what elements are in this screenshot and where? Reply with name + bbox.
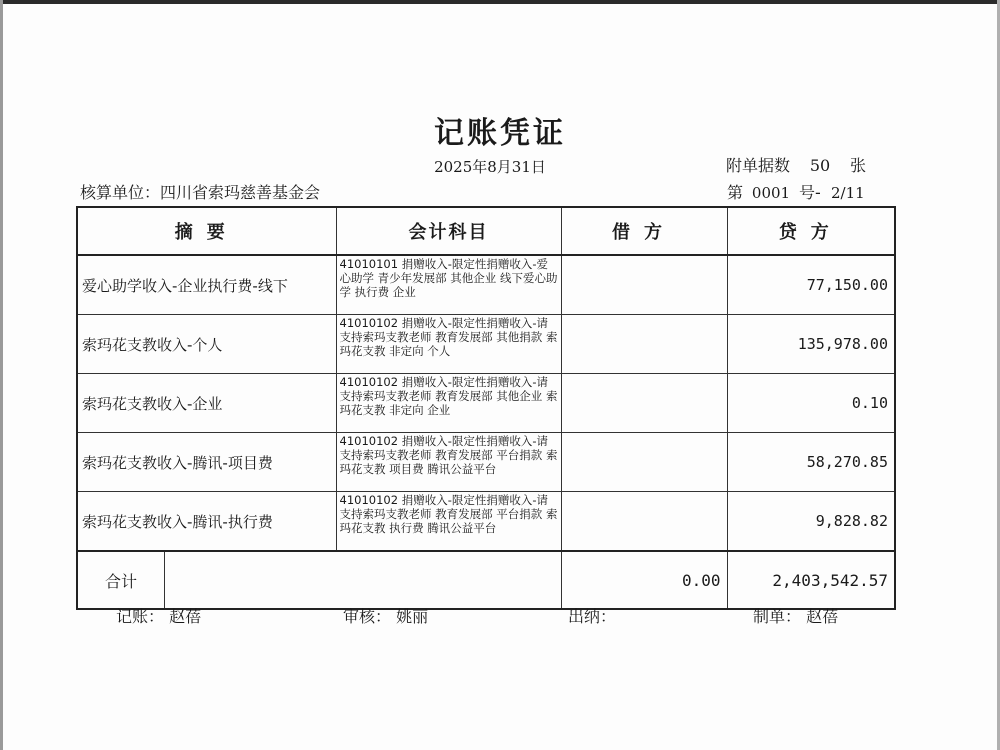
signature-maker: 制单： 赵蓓 — [753, 607, 839, 626]
table-header-row — [77, 207, 895, 255]
voucher-title: 记账凭证 — [434, 116, 566, 151]
row-summary: 索玛花支教收入-腾讯-执行费 — [77, 492, 336, 552]
voucher-date: 2025年8月31日 — [434, 158, 546, 176]
row-debit — [561, 492, 727, 552]
voucher-number-prefix: 第 — [727, 183, 744, 202]
accounting-unit — [80, 180, 320, 203]
row-credit: 135,978.00 — [727, 315, 895, 374]
row-summary: 索玛花支教收入-腾讯-项目费 — [77, 433, 336, 492]
total-label: 合计 — [78, 552, 165, 608]
row-debit — [561, 433, 727, 492]
signature-auditor: 审核： 姚丽 — [343, 607, 429, 626]
voucher-number — [727, 180, 865, 203]
header-debit: 借方 — [561, 207, 727, 255]
accounting-unit-label: 核算单位： — [80, 183, 161, 202]
total-row — [77, 551, 895, 609]
total-label-cell — [77, 551, 561, 609]
row-debit — [561, 374, 727, 433]
header-account: 会计科目 — [336, 207, 561, 255]
row-credit: 9,828.82 — [727, 492, 895, 552]
table-row — [77, 374, 895, 433]
row-account: 41010102 捐赠收入-限定性捐赠收入-请支持索玛支教老师 教育发展部 其他捐款 索玛花支教 非定向 个人 — [336, 315, 561, 374]
signature-bookkeeper: 记账： 赵蓓 — [116, 607, 202, 626]
total-blank — [165, 552, 561, 608]
scan-border-top — [0, 0, 1000, 4]
voucher-page: 2/11 — [830, 184, 865, 202]
row-credit: 77,150.00 — [727, 255, 895, 315]
attachment-unit: 张 — [850, 156, 867, 175]
row-summary: 索玛花支教收入-企业 — [77, 374, 336, 433]
voucher-number-suffix: 号- — [799, 183, 821, 202]
table-row — [77, 315, 895, 374]
voucher-table — [76, 206, 896, 610]
row-account: 41010102 捐赠收入-限定性捐赠收入-请支持索玛支教老师 教育发展部 其他企业 索玛花支教 非定向 企业 — [336, 374, 561, 433]
table-row — [77, 433, 895, 492]
row-account: 41010102 捐赠收入-限定性捐赠收入-请支持索玛支教老师 教育发展部 平台捐款 索玛花支教 项目费 腾讯公益平台 — [336, 433, 561, 492]
attachment-count: 50 — [809, 156, 831, 175]
signature-cashier: 出纳： — [568, 607, 617, 626]
row-account: 41010101 捐赠收入-限定性捐赠收入-爱心助学 青少年发展部 其他企业 线下爱心助学 执行费 企业 — [336, 255, 561, 315]
total-credit: 2,403,542.57 — [727, 551, 895, 609]
header-credit: 贷方 — [727, 207, 895, 255]
accounting-unit-name: 四川省索玛慈善基金会 — [160, 183, 321, 202]
row-summary: 索玛花支教收入-个人 — [77, 315, 336, 374]
attachment-label: 附单据数 — [726, 156, 791, 175]
row-credit: 58,270.85 — [727, 433, 895, 492]
row-credit: 0.10 — [727, 374, 895, 433]
header-summary: 摘要 — [77, 207, 336, 255]
row-account: 41010102 捐赠收入-限定性捐赠收入-请支持索玛支教老师 教育发展部 平台捐款 索玛花支教 执行费 腾讯公益平台 — [336, 492, 561, 552]
attachment-info — [726, 153, 866, 176]
table-row — [77, 255, 895, 315]
row-debit — [561, 255, 727, 315]
row-summary: 爱心助学收入-企业执行费-线下 — [77, 255, 336, 315]
voucher-number-value: 0001 — [751, 184, 791, 202]
total-debit: 0.00 — [561, 551, 727, 609]
table-row — [77, 492, 895, 552]
row-debit — [561, 315, 727, 374]
